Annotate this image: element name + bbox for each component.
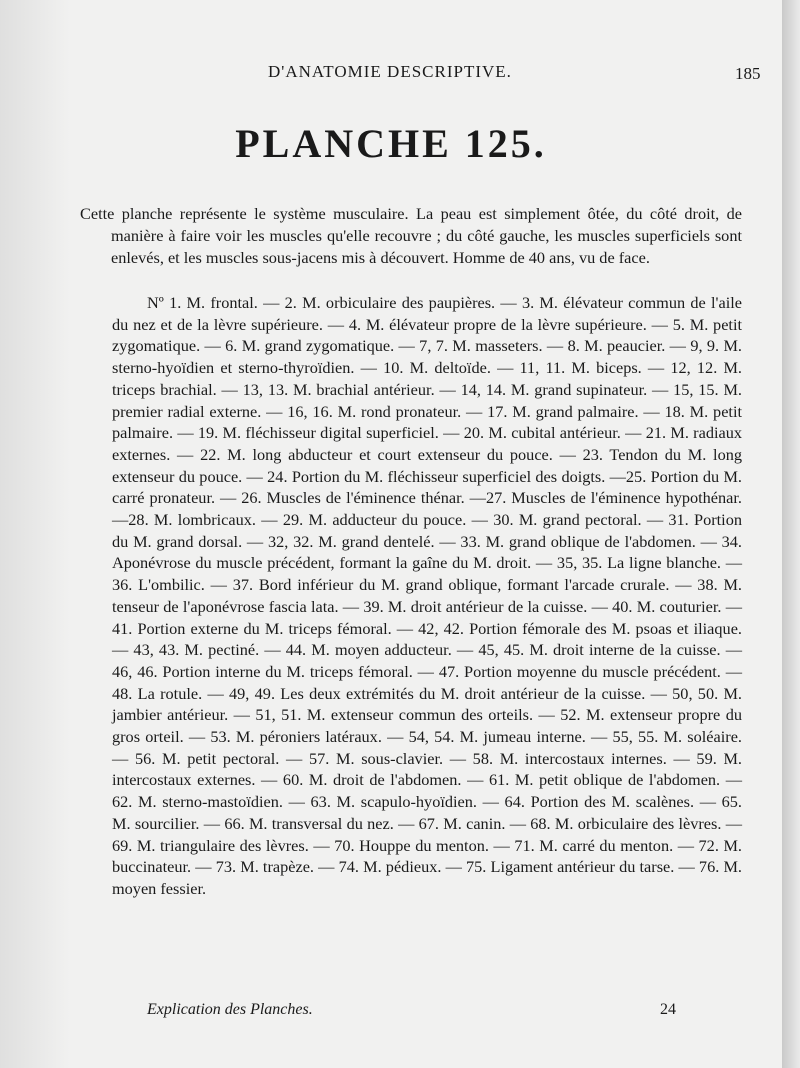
running-title: D'ANATOMIE DESCRIPTIVE. <box>268 62 512 81</box>
signature-title: Explication des Planches. <box>147 1001 313 1018</box>
page-number: 185 <box>735 64 761 83</box>
page-gutter <box>782 0 800 1068</box>
signature-number: 24 <box>660 1001 676 1018</box>
intro-paragraph: Cette planche représente le système musculaire. La peau est simplement ôtée, du côté droit, de manière à faire voir les muscles qu'elle recouvre ; du côté gauche, les muscles superficiels sont enlevés, et les muscles sous-jacens mis à découvert. Homme de 40 ans, vu de face. <box>80 204 742 267</box>
plate-title: PLANCHE 125. <box>235 121 547 166</box>
legend-paragraph: Nº 1. M. frontal. — 2. M. orbiculaire des paupières. — 3. M. élévateur commun de l'aile du nez et de la lèvre supérieure. — 4. M. élévateur propre de la lèvre supérieure. — 5. M. petit zygomatique. — 6. M. grand zygomatique. — 7, 7. M. masseters. — 8. M. peaucier. — 9, 9. M. sterno-hyoïdien et sterno-thyroïdien. — 10. M. deltoïde. — 11, 11. M. biceps. — 12, 12. M. triceps brachial. — 13, 13. M. brachial antérieur. — 14, 14. M. grand supinateur. — 15, 15. M. premier radial externe. — 16, 16. M. rond pronateur. — 17. M. grand palmaire. — 18. M. petit palmaire. — 19. M. fléchisseur digital superficiel. — 20. M. cubital antérieur. — 21. M. radiaux externes. — 22. M. long abducteur et court extenseur du pouce. — 23. Tendon du M. long extenseur du pouce. — 24. Portion du M. fléchisseur superficiel des doigts. —25. Portion du M. carré pronateur. — 26. Muscles de l'éminence thénar. —27. Muscles de l'éminence hypothénar. —28. M. lombricaux. — 29. M. adducteur du pouce. — 30. M. grand pectoral. — 31. Portion du M. grand dorsal. — 32, 32. M. grand dentelé. — 33. M. grand oblique de l'abdomen. — 34. Aponévrose du muscle précédent, formant la gaîne du M. droit. — 35, 35. La ligne blanche. — 36. L'ombilic. — 37. Bord inférieur du M. grand oblique, formant l'arcade crurale. — 38. M. tenseur de l'aponévrose fascia lata. — 39. M. droit antérieur de la cuisse. — 40. M. couturier. — 41. Portion externe du M. triceps fémoral. — 42, 42. Portion fémorale des M. psoas et iliaque. — 43, 43. M. pectiné. — 44. M. moyen adducteur. — 45, 45. M. droit interne de la cuisse. — 46, 46. Portion interne du M. triceps fémoral. — 47. Portion moyenne du muscle précédent. — 48. La rotule. — 49, 49. Les deux extrémités du M. droit antérieur de la cuisse. — 50, 50. M. jambier antérieur. — 51, 51. M. extenseur commun des orteils. — 52. M. extenseur propre du gros orteil. — 53. M. péroniers latéraux. — 54, 54. M. jumeau interne. — 55, 55. M. soléaire. — 56. M. petit pectoral. — 57. M. sous-clavier. — 58. M. intercostaux internes. — 59. M. intercostaux externes. — 60. M. droit de l'abdomen. — 61. M. petit oblique de l'abdomen. — 62. M. sterno-mastoïdien. — 63. M. scapulo-hyoïdien. — 64. Portion des M. scalènes. — 65. M. sourcilier. — 66. M. transversal du nez. — 67. M. canin. — 68. M. orbiculaire des lèvres. — 69. M. triangulaire des lèvres. — 70. Houppe du menton. — 71. M. carré du menton. — 72. M. buccinateur. — 73. M. trapèze. — 74. M. pédieux. — 75. Ligament antérieur du tarse. — 76. M. moyen fessier. <box>112 293 742 898</box>
